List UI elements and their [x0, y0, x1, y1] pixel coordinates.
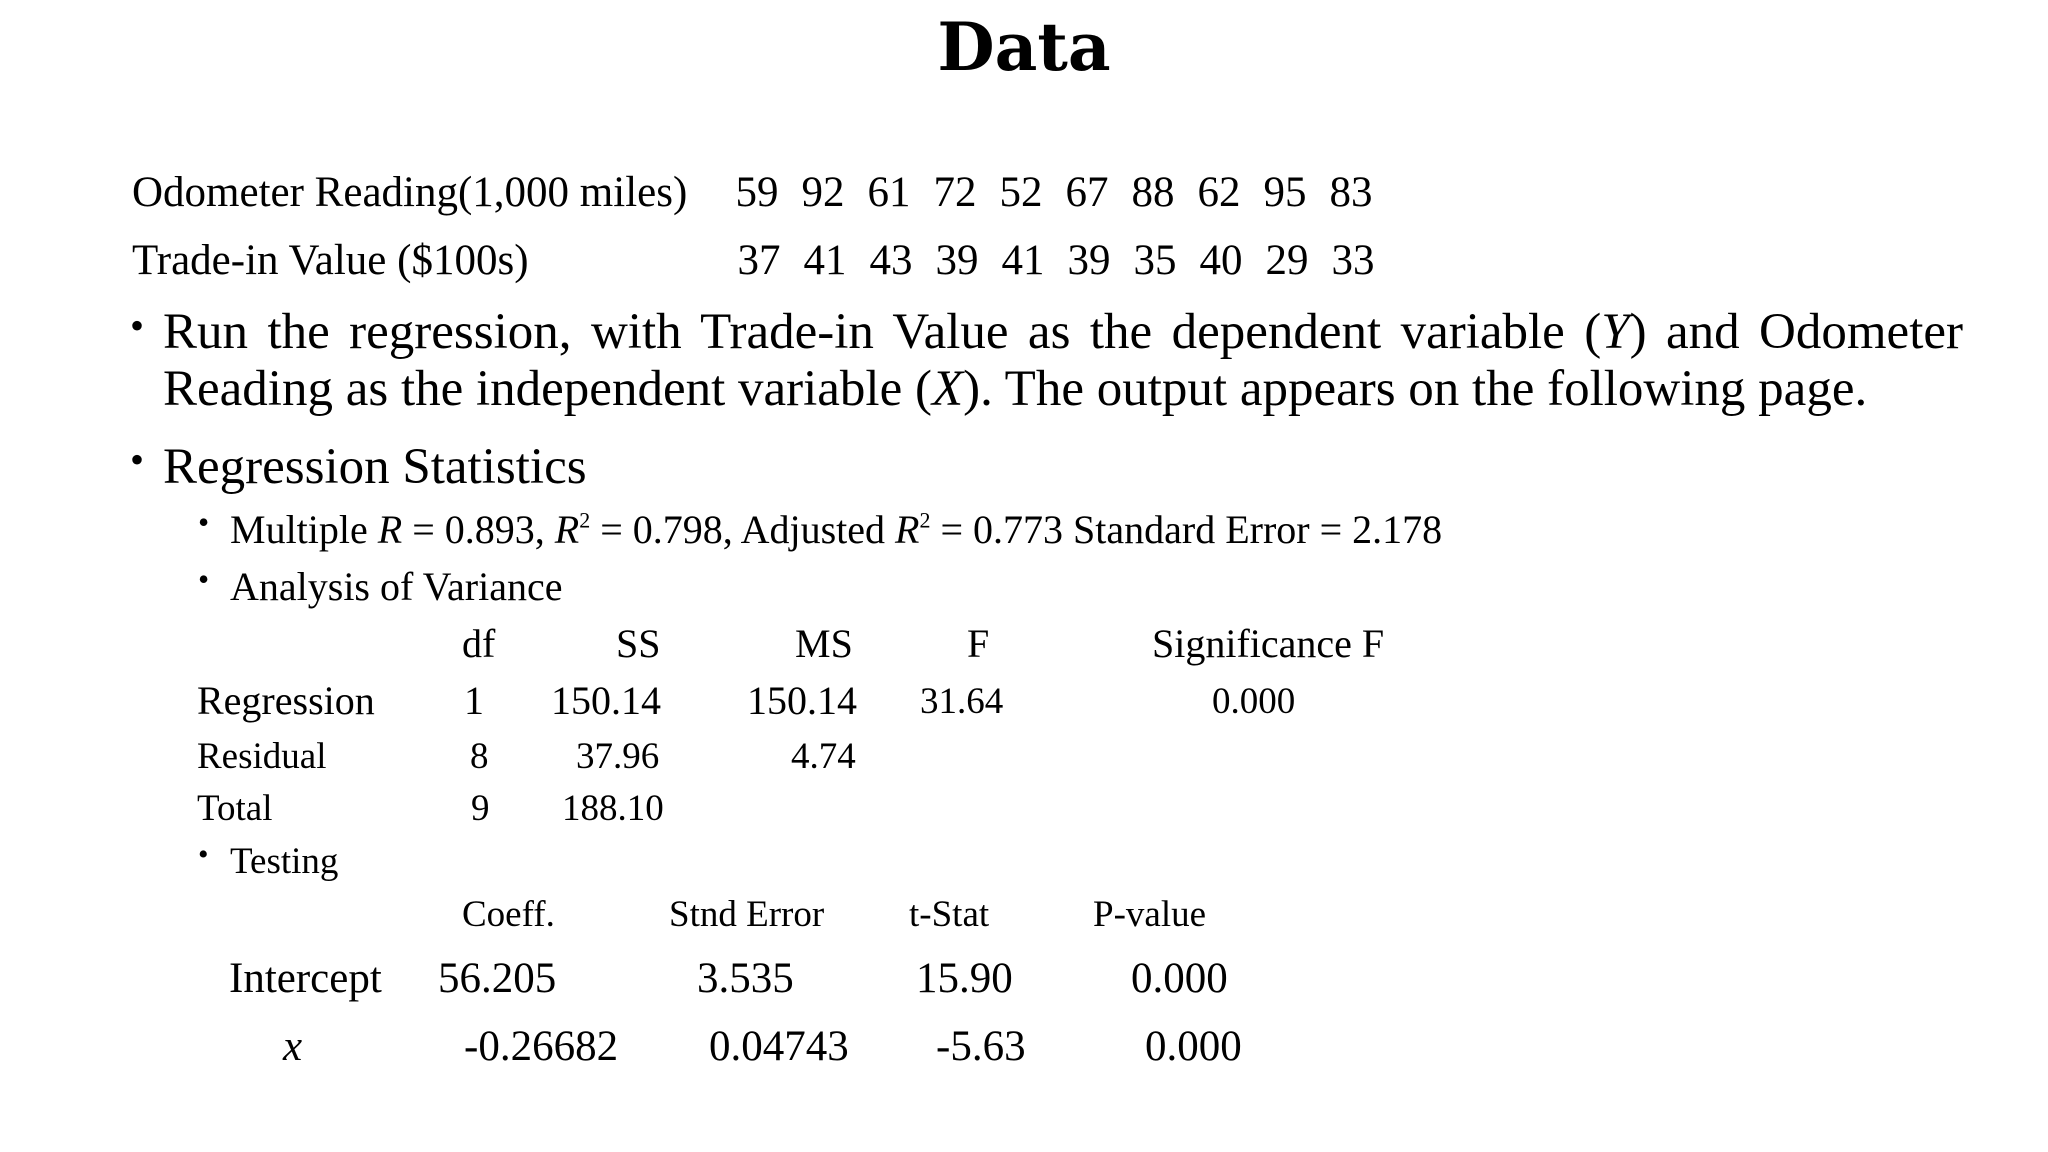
anova-regression-df: 1	[464, 678, 484, 723]
anova-regression-significance: 0.000	[1212, 681, 1296, 722]
x-variable: X	[931, 361, 964, 417]
trade-in-values	[726, 236, 1386, 285]
odometer-value: 72	[933, 169, 977, 216]
anova-residual-df: 8	[470, 736, 489, 777]
bullet-dot: •	[198, 561, 210, 597]
anova-heading: Analysis of Variance	[230, 564, 563, 609]
trade-in-value: 39	[1067, 237, 1111, 284]
stats-text: = 0.773 Standard Error = 2.178	[930, 507, 1443, 552]
anova-total-ss: 188.10	[562, 788, 664, 829]
trade-in-value: 41	[803, 237, 847, 284]
anova-total-df: 9	[471, 788, 490, 829]
coef-header-p-value: P-value	[1093, 894, 1207, 935]
odometer-value: 61	[867, 169, 911, 216]
anova-regression-label: Regression	[197, 678, 375, 723]
coef-header-stnd-error: Stnd Error	[669, 894, 825, 935]
anova-header-ms: MS	[795, 621, 853, 666]
anova-residual-ms: 4.74	[791, 736, 856, 777]
anova-total-label: Total	[197, 788, 273, 829]
coef-intercept-t-stat: 15.90	[916, 955, 1013, 1002]
anova-header-significance-f: Significance F	[1152, 621, 1385, 666]
odometer-value: 59	[735, 169, 779, 216]
bullet-dot: •	[198, 838, 209, 871]
regression-statistics-heading: Regression Statistics	[163, 439, 587, 495]
odometer-value: 83	[1329, 169, 1373, 216]
trade-in-value: 35	[1133, 237, 1177, 284]
odometer-value: 88	[1131, 169, 1175, 216]
coef-x-p-value: 0.000	[1145, 1023, 1242, 1070]
anova-residual-ss: 37.96	[576, 736, 660, 777]
coef-intercept-p-value: 0.000	[1131, 955, 1228, 1002]
coef-x-t-stat: -5.63	[936, 1023, 1026, 1070]
anova-header-ss: SS	[616, 621, 661, 666]
trade-in-value: 43	[869, 237, 913, 284]
odometer-value: 95	[1263, 169, 1307, 216]
anova-regression-f: 31.64	[920, 681, 1004, 722]
run-regression-text	[163, 304, 1963, 418]
coef-intercept-label: Intercept	[229, 955, 382, 1002]
anova-regression-ss: 150.14	[551, 678, 661, 723]
stats-var-r: R	[377, 507, 403, 552]
run-text-part: ). The output appears on the following page.	[963, 361, 1868, 417]
odometer-value: 67	[1065, 169, 1109, 216]
coef-header-t-stat: t-Stat	[909, 894, 990, 935]
run-text-part: ) and Odometer Reading as the independent variable (	[163, 304, 1963, 417]
coef-x-stnd-error: 0.04743	[709, 1023, 849, 1070]
odometer-value: 92	[801, 169, 845, 216]
odometer-value: 62	[1197, 169, 1241, 216]
anova-header-f: F	[967, 621, 990, 666]
trade-in-value: 37	[737, 237, 781, 284]
anova-header-df: df	[462, 621, 496, 666]
trade-in-value: 40	[1199, 237, 1243, 284]
stats-line	[230, 506, 1442, 553]
y-variable: Y	[1601, 304, 1630, 360]
anova-regression-ms: 150.14	[747, 678, 857, 723]
trade-in-value: 41	[1001, 237, 1045, 284]
coef-x-coeff: -0.26682	[464, 1023, 619, 1070]
stats-text: = 0.798, Adjusted	[590, 507, 896, 552]
bullet-dot: •	[198, 504, 210, 540]
odometer-value: 52	[999, 169, 1043, 216]
coef-intercept-stnd-error: 3.535	[697, 955, 794, 1002]
page-title: Data	[937, 8, 1111, 86]
trade-in-value: 39	[935, 237, 979, 284]
superscript-2: 2	[919, 507, 931, 533]
coef-header-coeff: Coeff.	[462, 894, 555, 935]
trade-in-value: 33	[1331, 237, 1375, 284]
trade-in-value: 29	[1265, 237, 1309, 284]
stats-text: = 0.893,	[402, 507, 555, 552]
coef-intercept-coeff: 56.205	[438, 955, 557, 1002]
testing-heading: Testing	[230, 841, 339, 882]
trade-in-label: Trade-in Value ($100s)	[132, 237, 529, 284]
anova-residual-label: Residual	[197, 736, 327, 777]
bullet-dot: •	[130, 437, 145, 482]
odometer-values	[724, 168, 1384, 217]
odometer-label: Odometer Reading(1,000 miles)	[132, 169, 688, 216]
superscript-2: 2	[579, 507, 591, 533]
stats-var-r: R	[554, 507, 580, 552]
coef-x-label: x	[283, 1023, 303, 1070]
bullet-dot: •	[130, 303, 145, 348]
stats-text: Multiple	[230, 507, 378, 552]
run-text-part: Run the regression, with Trade-in Value as the dependent variable (	[163, 304, 1602, 360]
stats-var-r: R	[895, 507, 920, 552]
